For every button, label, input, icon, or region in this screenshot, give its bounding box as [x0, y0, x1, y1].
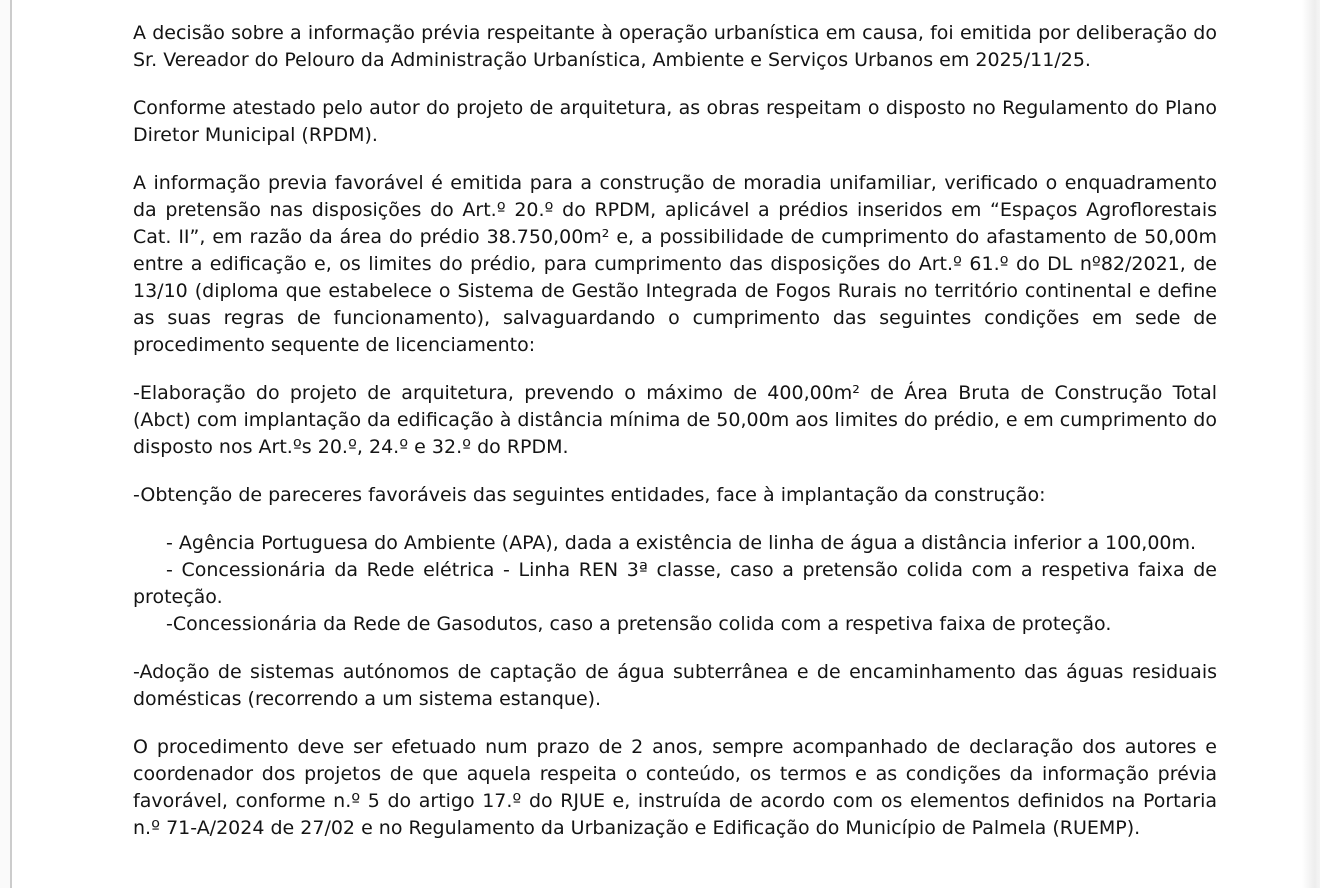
list-item-rede-eletrica: - Concessionária da Rede elétrica - Linha REN 3ª classe, caso a pretensão colida com a respetiva faixa de proteção. — [133, 559, 1217, 608]
page-left-edge — [0, 0, 12, 888]
paragraph-condition-elaboracao: -Elaboração do projeto de arquitetura, prevendo o máximo de 400,00m² de Área Bruta de Construção Total (Abct) com implantação da edificação à distância mínima de 50,00m aos limites do prédio, e em cumprimento do disposto nos Art.ºs 20.º, 24.º e 32.º do RPDM. — [133, 382, 1217, 458]
paragraph-attestation: Conforme atestado pelo autor do projeto de arquitetura, as obras respeitam o disposto no Regulamento do Plano Diretor Municipal (RPDM). — [133, 97, 1217, 146]
list-item-apa: - Agência Portuguesa do Ambiente (APA), dada a existência de linha de água a distância inferior a 100,00m. — [166, 532, 1197, 554]
paragraph-favorable-info: A informação previa favorável é emitida para a construção de moradia unifamiliar, verificado o enquadramento da pretensão nas disposições do Art.º 20.º do RPDM, aplicável a prédios inseridos em “Espaços Agroflorestais Cat. II”, em razão da área do prédio 38.750,00m² e, a possibilidade de cumprimento do afastamento de 50,00m entre a edificação e, os limites do prédio, para cumprimento das disposições do Art.º 61.º do DL nº82/2021, de 13/10 (diploma que estabelece o Sistema de Gestão Integrada de Fogos Rurais no território continental e define as suas regras de funcionamento), salvaguardando o cumprimento das seguintes condições em sede de procedimento sequente de licenciamento: — [133, 172, 1217, 356]
paragraph-decision: A decisão sobre a informação prévia respeitante à operação urbanística em causa, foi emitida por deliberação do Sr. Vereador do Pelouro da Administração Urbanística, Ambiente e Serviços Urbanos em 2025/11/25. — [133, 22, 1217, 71]
document-page — [133, 0, 1217, 863]
paragraph-condition-adocao: -Adoção de sistemas autónomos de captação de água subterrânea e de encaminhamento das águas residuais domésticas (recorrendo a um sistema estanque). — [133, 661, 1217, 710]
list-item-gasodutos: -Concessionária da Rede de Gasodutos, caso a pretensão colida com a respetiva faixa de proteção. — [166, 613, 1112, 635]
page-right-edge-shadow — [1302, 0, 1320, 888]
paragraph-condition-pareceres: -Obtenção de pareceres favoráveis das seguintes entidades, face à implantação da construção: — [133, 484, 1046, 506]
paragraph-procedimento: O procedimento deve ser efetuado num prazo de 2 anos, sempre acompanhado de declaração dos autores e coordenador dos projetos de que aquela respeita o conteúdo, os termos e as condições da informação prévia favorável, conforme n.º 5 do artigo 17.º do RJUE e, instruída de acordo com os elementos definidos na Portaria n.º 71-A/2024 de 27/02 e no Regulamento da Urbanização e Edificação do Município de Palmela (RUEMP). — [133, 736, 1217, 839]
